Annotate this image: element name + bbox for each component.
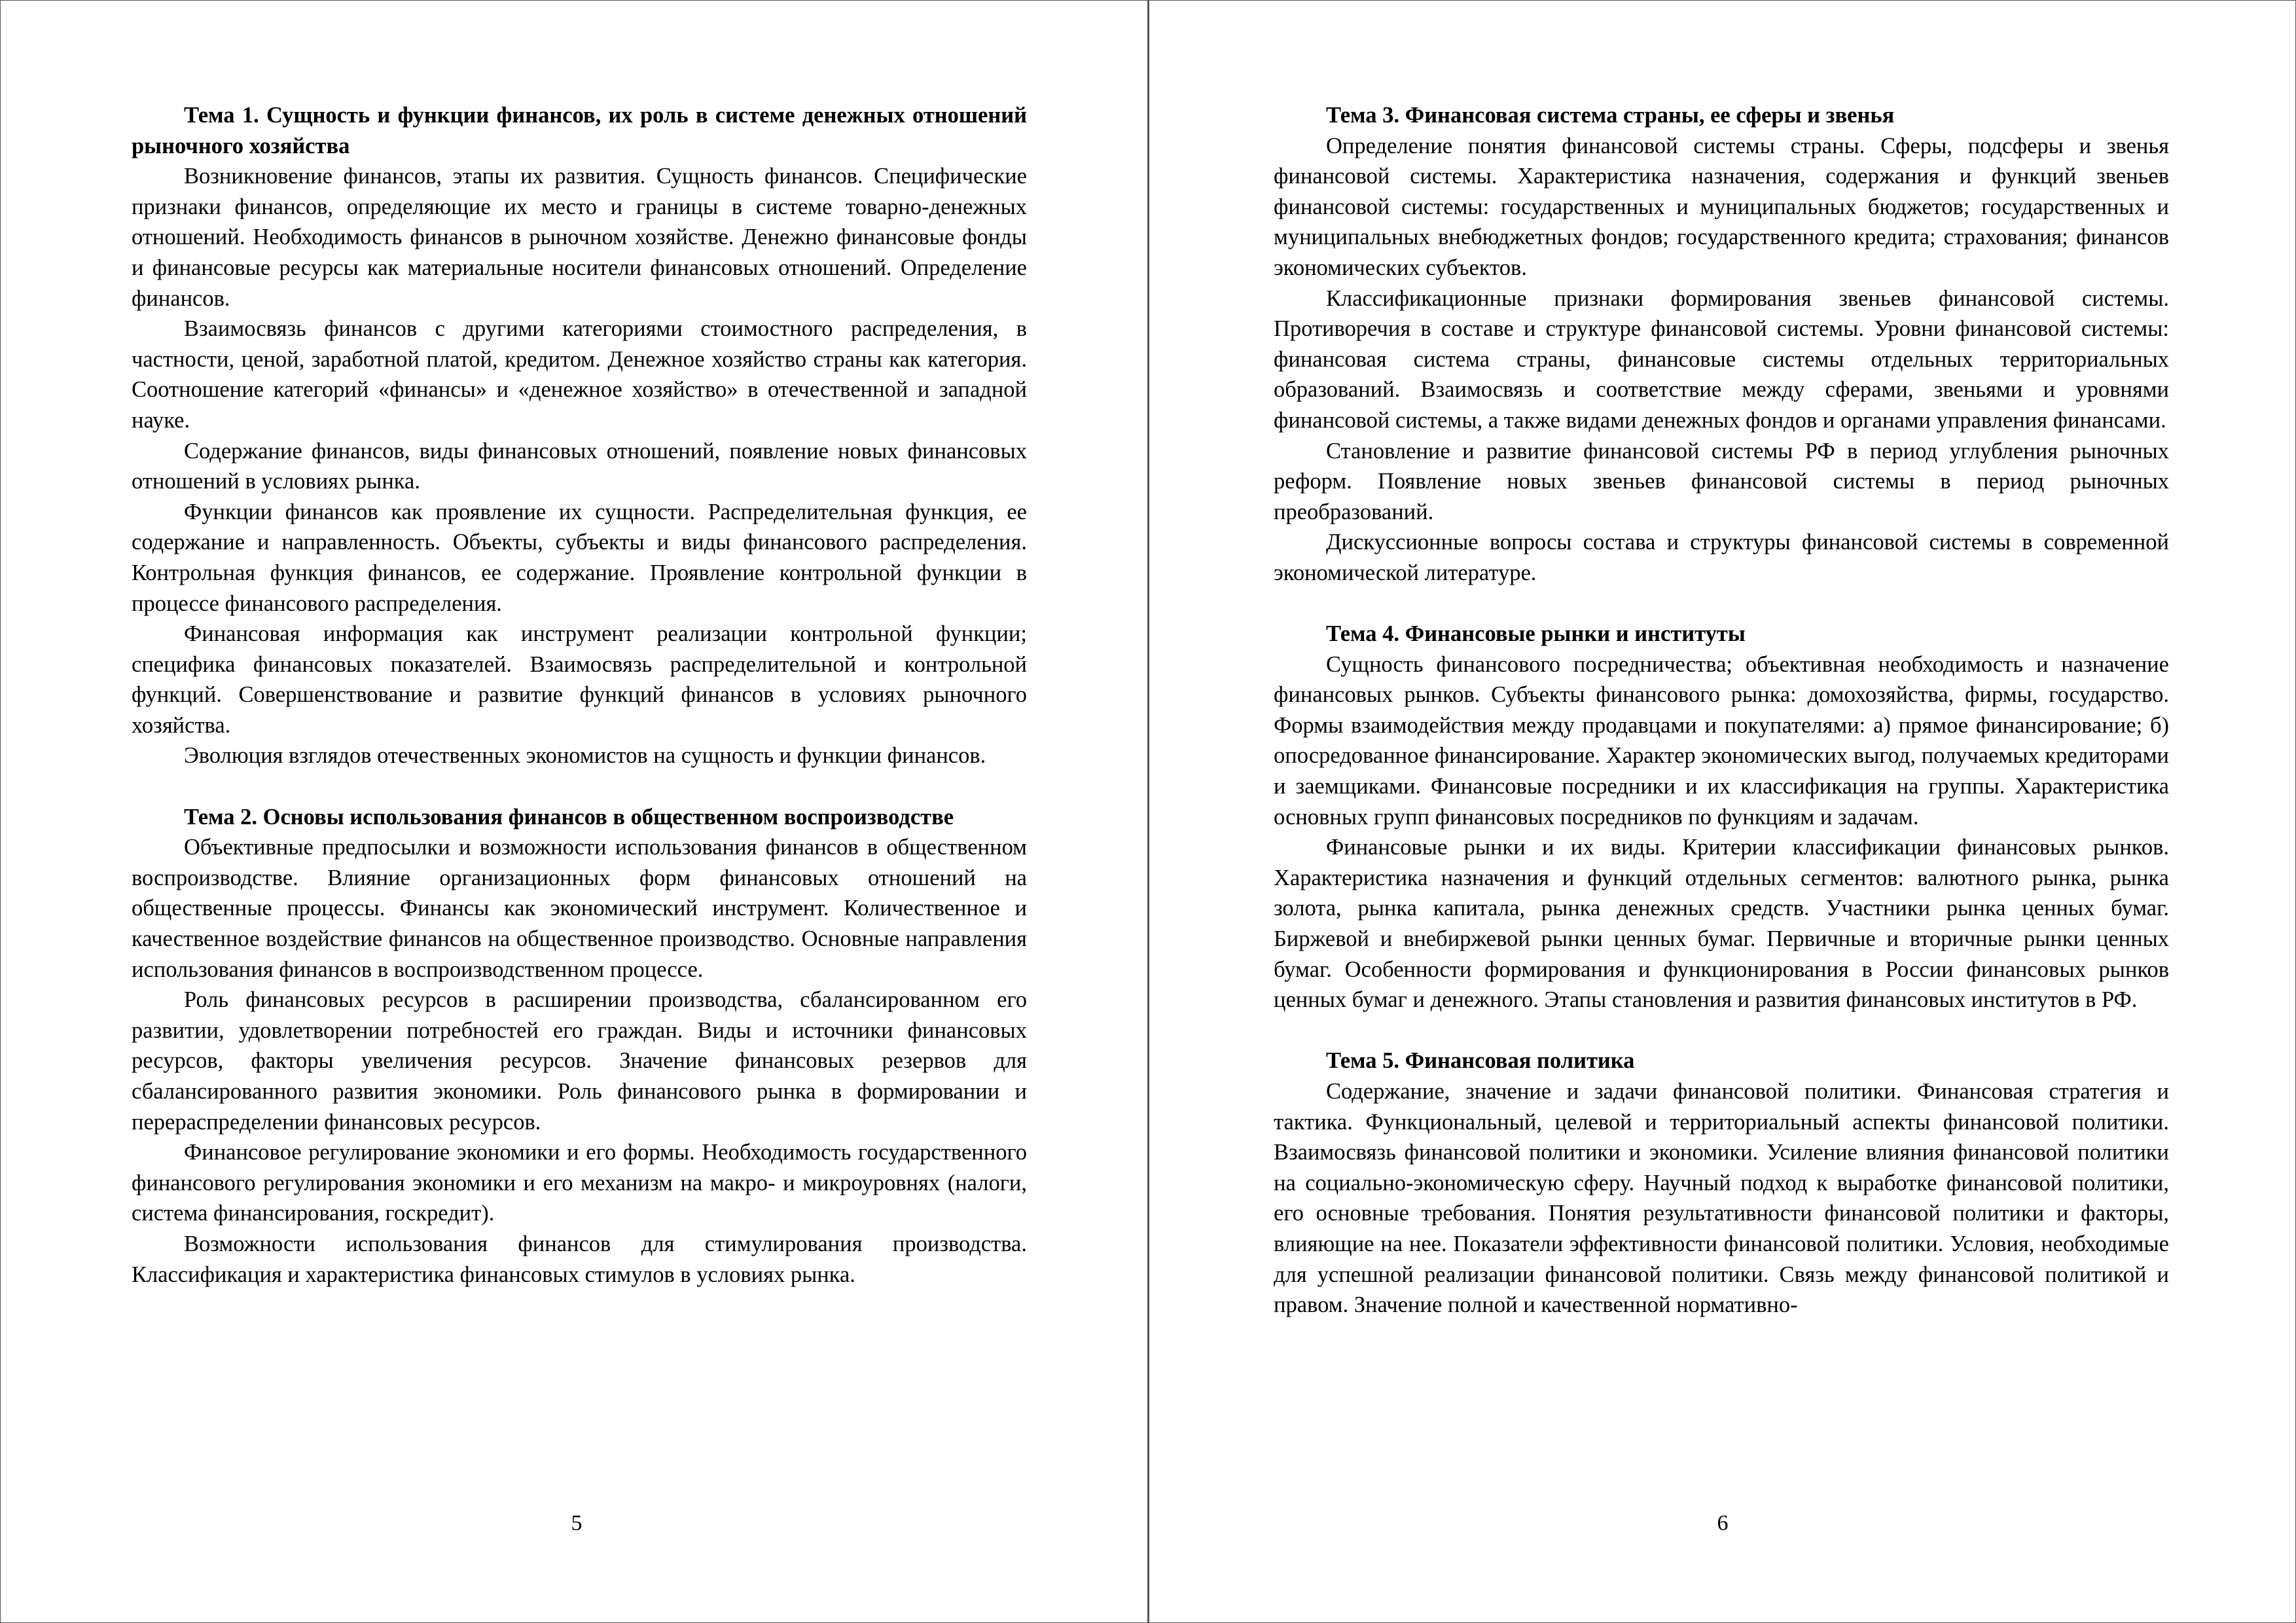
right-page (1148, 1, 2295, 1622)
section-spacer (1274, 589, 2169, 619)
topic-3-title: Тема 3. Финансовая система страны, ее сферы и звенья (1326, 103, 1895, 128)
topic-3-paragraph: Дискуссионные вопросы состава и структуры финансовой системы в современной экономической литературе. (1274, 530, 2169, 585)
topic-5-title: Тема 5. Финансовая политика (1326, 1048, 1635, 1074)
section-spacer (1274, 1015, 2169, 1046)
topic-2-paragraph: Возможности использования финансов для стимулирования производства. Классификация и характеристика финансовых стимулов в условиях рынка. (132, 1231, 1027, 1287)
topic-1-paragraph: Эволюция взглядов отечественных экономистов на сущность и функции финансов. (184, 743, 986, 769)
topic-2-paragraph: Объективные предпосылки и возможности использования финансов в общественном воспроизводстве. Влияние организационных форм финансовых отношений на общественные процессы. Финансы как экономический инструмент. Количественное и качественное воздействие финансов на общественное производство. Основные направления использования финансов в воспроизводственном процессе. (132, 835, 1027, 982)
topic-1-title: Тема 1. Сущность и функции финансов, их роль в системе денежных отношений рыночного хозяйства (132, 103, 1027, 158)
section-spacer (132, 771, 1027, 802)
topic-1-paragraph: Взаимосвязь финансов с другими категориями стоимостного распределения, в частности, ценой, заработной платой, кредитом. Денежное хозяйство страны как категория. Соотношение категорий «финансы» и «денежное хозяйство» в отечественной и западной науке. (132, 316, 1027, 433)
page-number: 5 (571, 1511, 583, 1535)
topic-4-title: Тема 4. Финансовые рынки и институты (1326, 621, 1746, 647)
topic-4-paragraph: Финансовые рынки и их виды. Критерии классификации финансовых рынков. Характеристика назначения и функций отдельных сегментов: валютного рынка, рынка золота, рынка капитала, рынка денежных средств. Участники рынка ценных бумаг. Биржевой и внебиржевой рынки ценных бумаг. Первичные и вторичные рынки ценных бумаг. Особенности формирования и функционирования в России финансовых рынков ценных бумаг и денежного. Этапы становления и развития финансовых институтов в РФ. (1274, 835, 2169, 1013)
topic-2-title: Тема 2. Основы использования финансов в общественном воспроизводстве (184, 804, 954, 830)
topic-3-paragraph: Классификационные признаки формирования звеньев финансовой системы. Противоречия в составе и структуре финансовой системы. Уровни финансовой системы: финансовая система страны, финансовые системы отдельных территориальных образований. Взаимосвязь и соответствие между сферами, звеньями и уровнями финансовой системы, а также видами денежных фондов и органами управления финансами. (1274, 285, 2169, 433)
topic-1-paragraph: Финансовая информация как инструмент реализации контрольной функции; специфика финансовых показателей. Взаимосвязь распределительной и контрольной функций. Совершенствование и развитие функций финансов в условиях рыночного хозяйства. (132, 621, 1027, 738)
topic-1-paragraph: Содержание финансов, виды финансовых отношений, появление новых финансовых отношений в условиях рынка. (132, 438, 1027, 494)
topic-3-paragraph: Определение понятия финансовой системы страны. Сферы, подсферы и звенья финансовой системы. Характеристика назначения, содержания и функций звеньев финансовой системы: государственных и муниципальных бюджетов; государственных и муниципальных внебюджетных фондов; государственного кредита; страхования; финансов экономических субъектов. (1274, 133, 2169, 280)
topic-2-paragraph: Роль финансовых ресурсов в расширении производства, сбалансированном его развитии, удовлетворении потребностей его граждан. Виды и источники финансовых ресурсов, факторы увеличения ресурсов. Значение финансовых резервов для сбалансированного развития экономики. Роль финансового рынка в формировании и перераспределении финансовых ресурсов. (132, 987, 1027, 1135)
topic-5-paragraph: Содержание, значение и задачи финансовой политики. Финансовая стратегия и тактика. Функциональный, целевой и территориальный аспекты финансовой политики. Взаимосвязь финансовой политики и экономики. Усиление влияния финансовой политики на социально-экономическую сферу. Научный подход к выработке финансовой политики, его основные требования. Понятия результативности финансовой политики и факторы, влияющие на нее. Показатели эффективности финансовой политики. Условия, необходимые для успешной реализации финансовой политики. Связь между финансовой политикой и правом. Значение полной и качественной нормативно- (1274, 1079, 2169, 1318)
topic-4-paragraph: Сущность финансового посредничества; объективная необходимость и назначение финансовых рынков. Субъекты финансового рынка: домохозяйства, фирмы, государство. Формы взаимодействия между продавцами и покупателями: а) прямое финансирование; б) опосредованное финансирование. Характер экономических выгод, получаемых кредиторами и заемщиками. Финансовые посредники и их классификация на группы. Характеристика основных групп финансовых посредников по функциям и задачам. (1274, 651, 2169, 830)
topic-1-paragraph: Функции финансов как проявление их сущности. Распределительная функция, ее содержание и направленность. Объекты, субъекты и виды финансового распределения. Контрольная функция финансов, ее содержание. Проявление контрольной функции в процессе финансового распределения. (132, 499, 1027, 616)
right-page-text (1274, 100, 2169, 1321)
topic-3-paragraph: Становление и развитие финансовой системы РФ в период углубления рыночных реформ. Появление новых звеньев финансовой системы в период рыночных преобразований. (1274, 438, 2169, 524)
topic-1-paragraph: Возникновение финансов, этапы их развития. Сущность финансов. Специфические признаки финансов, определяющие их место и границы в системе товарно-денежных отношений. Необходимость финансов в рыночном хозяйстве. Денежно финансовые фонды и финансовые ресурсы как материальные носители финансовых отношений. Определение финансов. (132, 164, 1027, 311)
left-page (1, 1, 1148, 1622)
topic-2-paragraph: Финансовое регулирование экономики и его формы. Необходимость государственного финансового регулирования экономики и его механизм на макро- и микроуровнях (налоги, система финансирования, госкредит). (132, 1140, 1027, 1226)
page-number: 6 (1717, 1511, 1729, 1535)
left-page-text (132, 100, 1027, 1290)
